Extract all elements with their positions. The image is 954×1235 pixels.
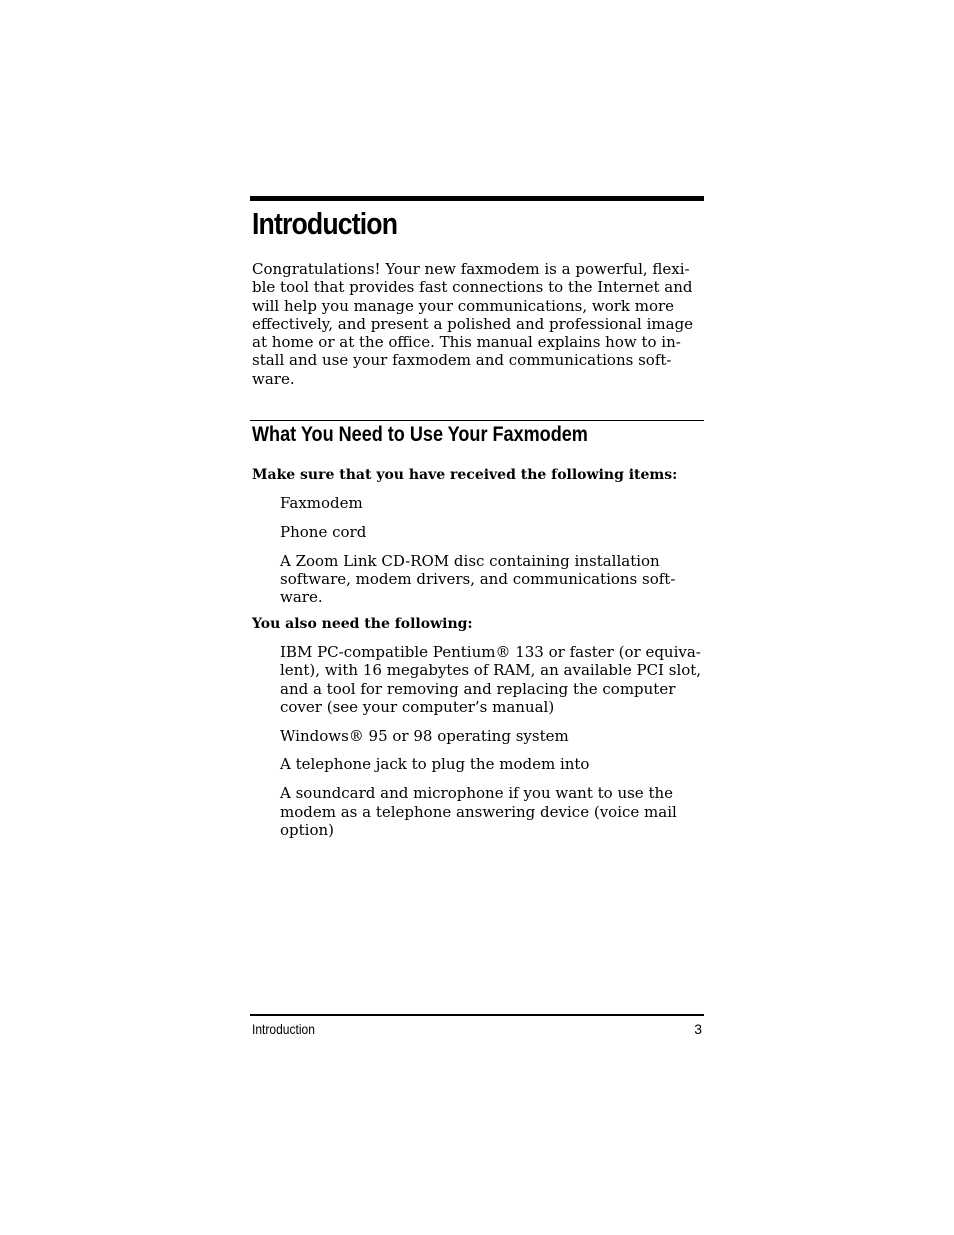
title-rule: [250, 196, 704, 201]
intro-line: at home or at the office. This manual explains how to in-: [252, 333, 681, 352]
list-item-line: software, modem drivers, and communications soft-: [280, 569, 676, 588]
list-item-line: modem as a telephone answering device (voice mail: [280, 802, 677, 821]
list-item-line: lent), with 16 megabytes of RAM, an available PCI slot,: [280, 661, 702, 680]
list-item-line: Faxmodem: [280, 494, 363, 512]
list-item-line: A telephone jack to plug the modem into: [280, 755, 590, 774]
list-item: [280, 552, 702, 607]
intro-line: ware.: [252, 369, 295, 388]
list-item-line: A soundcard and microphone if you want to use the: [280, 784, 674, 803]
intro-line: effectively, and present a polished and professional image: [252, 314, 694, 333]
list-item-line: cover (see your computer’s manual): [280, 697, 555, 716]
list-item-line: IBM PC-compatible Pentium® 133 or faster (or equiva-: [280, 643, 701, 661]
page-title: Introduction: [252, 206, 398, 241]
received-items-list: [280, 494, 702, 617]
footer-section-name: Introduction: [252, 1021, 315, 1037]
also-need-lead: You also need the following:: [252, 616, 473, 632]
intro-line: ble tool that provides fast connections to the Internet and: [252, 278, 693, 297]
list-item-line: ware.: [280, 588, 323, 607]
intro-line: stall and use your faxmodem and communications soft-: [252, 351, 672, 370]
list-item: [280, 643, 702, 716]
received-items-lead: Make sure that you have received the following items:: [252, 467, 678, 483]
section-heading: What You Need to Use Your Faxmodem: [252, 423, 588, 446]
intro-line: will help you manage your communications, work more: [252, 296, 675, 315]
list-item: [280, 494, 702, 512]
list-item: [280, 523, 702, 541]
footer-rule: [250, 1014, 704, 1016]
list-item-line: and a tool for removing and replacing the computer: [280, 679, 676, 698]
list-item-line: option): [280, 820, 335, 839]
list-item: [280, 727, 702, 745]
intro-line: Congratulations! Your new faxmodem is a powerful, flexi-: [252, 260, 690, 278]
page-number: 3: [694, 1021, 702, 1037]
also-need-list: [280, 643, 702, 850]
list-item-line: Windows® 95 or 98 operating system: [280, 726, 569, 745]
list-item-line: Phone cord: [280, 522, 367, 541]
intro-paragraph: [252, 260, 702, 388]
list-item-line: A Zoom Link CD-ROM disc containing installation: [280, 551, 660, 570]
list-item: [280, 755, 702, 773]
list-item: [280, 784, 702, 839]
